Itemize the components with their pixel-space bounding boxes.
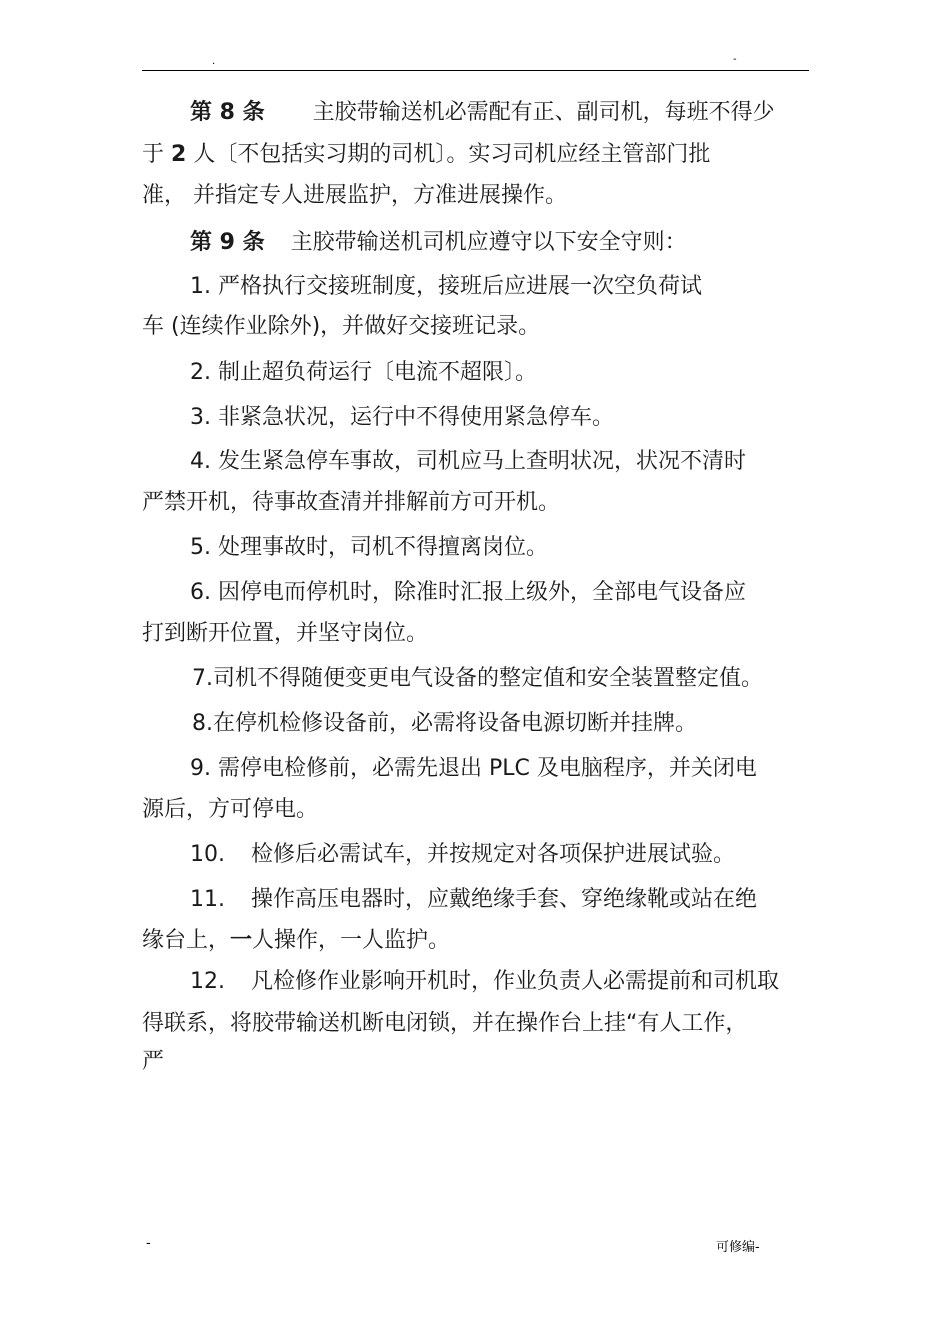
item-12-text: 凡检修作业影响开机时，作业负责人必需提前和司机取 — [251, 969, 780, 994]
item-12-number: 12. — [190, 969, 225, 994]
item-6-line-1: 6. 因停电而停机时，除准时汇报上级外，全部电气设备应 — [190, 580, 746, 605]
item-5: 5. 处理事故时，司机不得擅离岗位。 — [190, 535, 548, 560]
item-4-line-1: 4. 发生紧急停车事故，司机应马上查明状况，状况不清时 — [190, 449, 746, 474]
item-12-line-1 — [190, 966, 779, 998]
item-10 — [190, 839, 735, 871]
article-8-text-1: 主胶带输送机必需配有正、副司机，每班不得少 — [312, 100, 775, 125]
article-8-number: 2 — [171, 142, 187, 167]
item-10-text: 检修后必需试车，并按规定对各项保护进展试验。 — [251, 842, 736, 867]
item-12-line-3: 严 — [142, 1049, 165, 1074]
item-8: 8.在停机检修设备前，必需将设备电源切断并挂牌。 — [192, 711, 697, 736]
item-4-line-2: 严禁开机，待事故查清并排解前方可开机。 — [142, 490, 561, 515]
article-8-title: 第 8 条 — [190, 100, 265, 125]
item-11-text: 操作高压电器时，应戴绝缘手套、穿绝缘靴或站在绝 — [251, 887, 758, 912]
item-10-number: 10. — [190, 842, 225, 867]
footer-right-text: 可修编- — [716, 1240, 760, 1255]
header-rule — [142, 70, 809, 71]
article-9-title: 第 9 条 — [190, 230, 265, 255]
item-1-line-1: 1. 严格执行交接班制度，接班后应进展一次空负荷试 — [190, 274, 702, 299]
item-7: 7.司机不得随便变更电气设备的整定值和安全装置整定值。 — [192, 666, 763, 691]
article-8-line-3: 准， 并指定专人进展监护，方准进展操作。 — [142, 183, 567, 208]
article-9-text: 主胶带输送机司机应遵守以下安全守则： — [290, 230, 687, 255]
item-9-line-2: 源后，方可停电。 — [142, 797, 319, 822]
item-6-line-2: 打到断开位置，并坚守岗位。 — [142, 621, 429, 646]
header-right-mark: - — [733, 54, 737, 65]
footer-left-mark: - — [146, 1236, 151, 1251]
item-2: 2. 制止超负荷运行〔电流不超限〕。 — [190, 360, 537, 385]
item-12-line-2: 得联系，将胶带输送机断电闭锁，并在操作台上挂“有人工作， — [142, 1011, 748, 1036]
item-1-line-2: 车 (连续作业除外)，并做好交接班记录。 — [142, 314, 541, 339]
header-left-mark: . — [212, 56, 216, 67]
item-11-line-1 — [190, 884, 757, 916]
article-8-line-2: 于 2 人〔不包括实习期的司机〕。实习司机应经主管部门批 — [142, 142, 711, 167]
item-3: 3. 非紧急状况，运行中不得使用紧急停车。 — [190, 405, 614, 430]
item-11-number: 11. — [190, 887, 225, 912]
article-8-line-1 — [190, 97, 775, 129]
article-9-line — [190, 227, 687, 259]
item-9-line-1: 9. 需停电检修前，必需先退出 PLC 及电脑程序，并关闭电 — [190, 756, 757, 781]
item-11-line-2: 缘台上，一人操作，一人监护。 — [142, 928, 451, 953]
